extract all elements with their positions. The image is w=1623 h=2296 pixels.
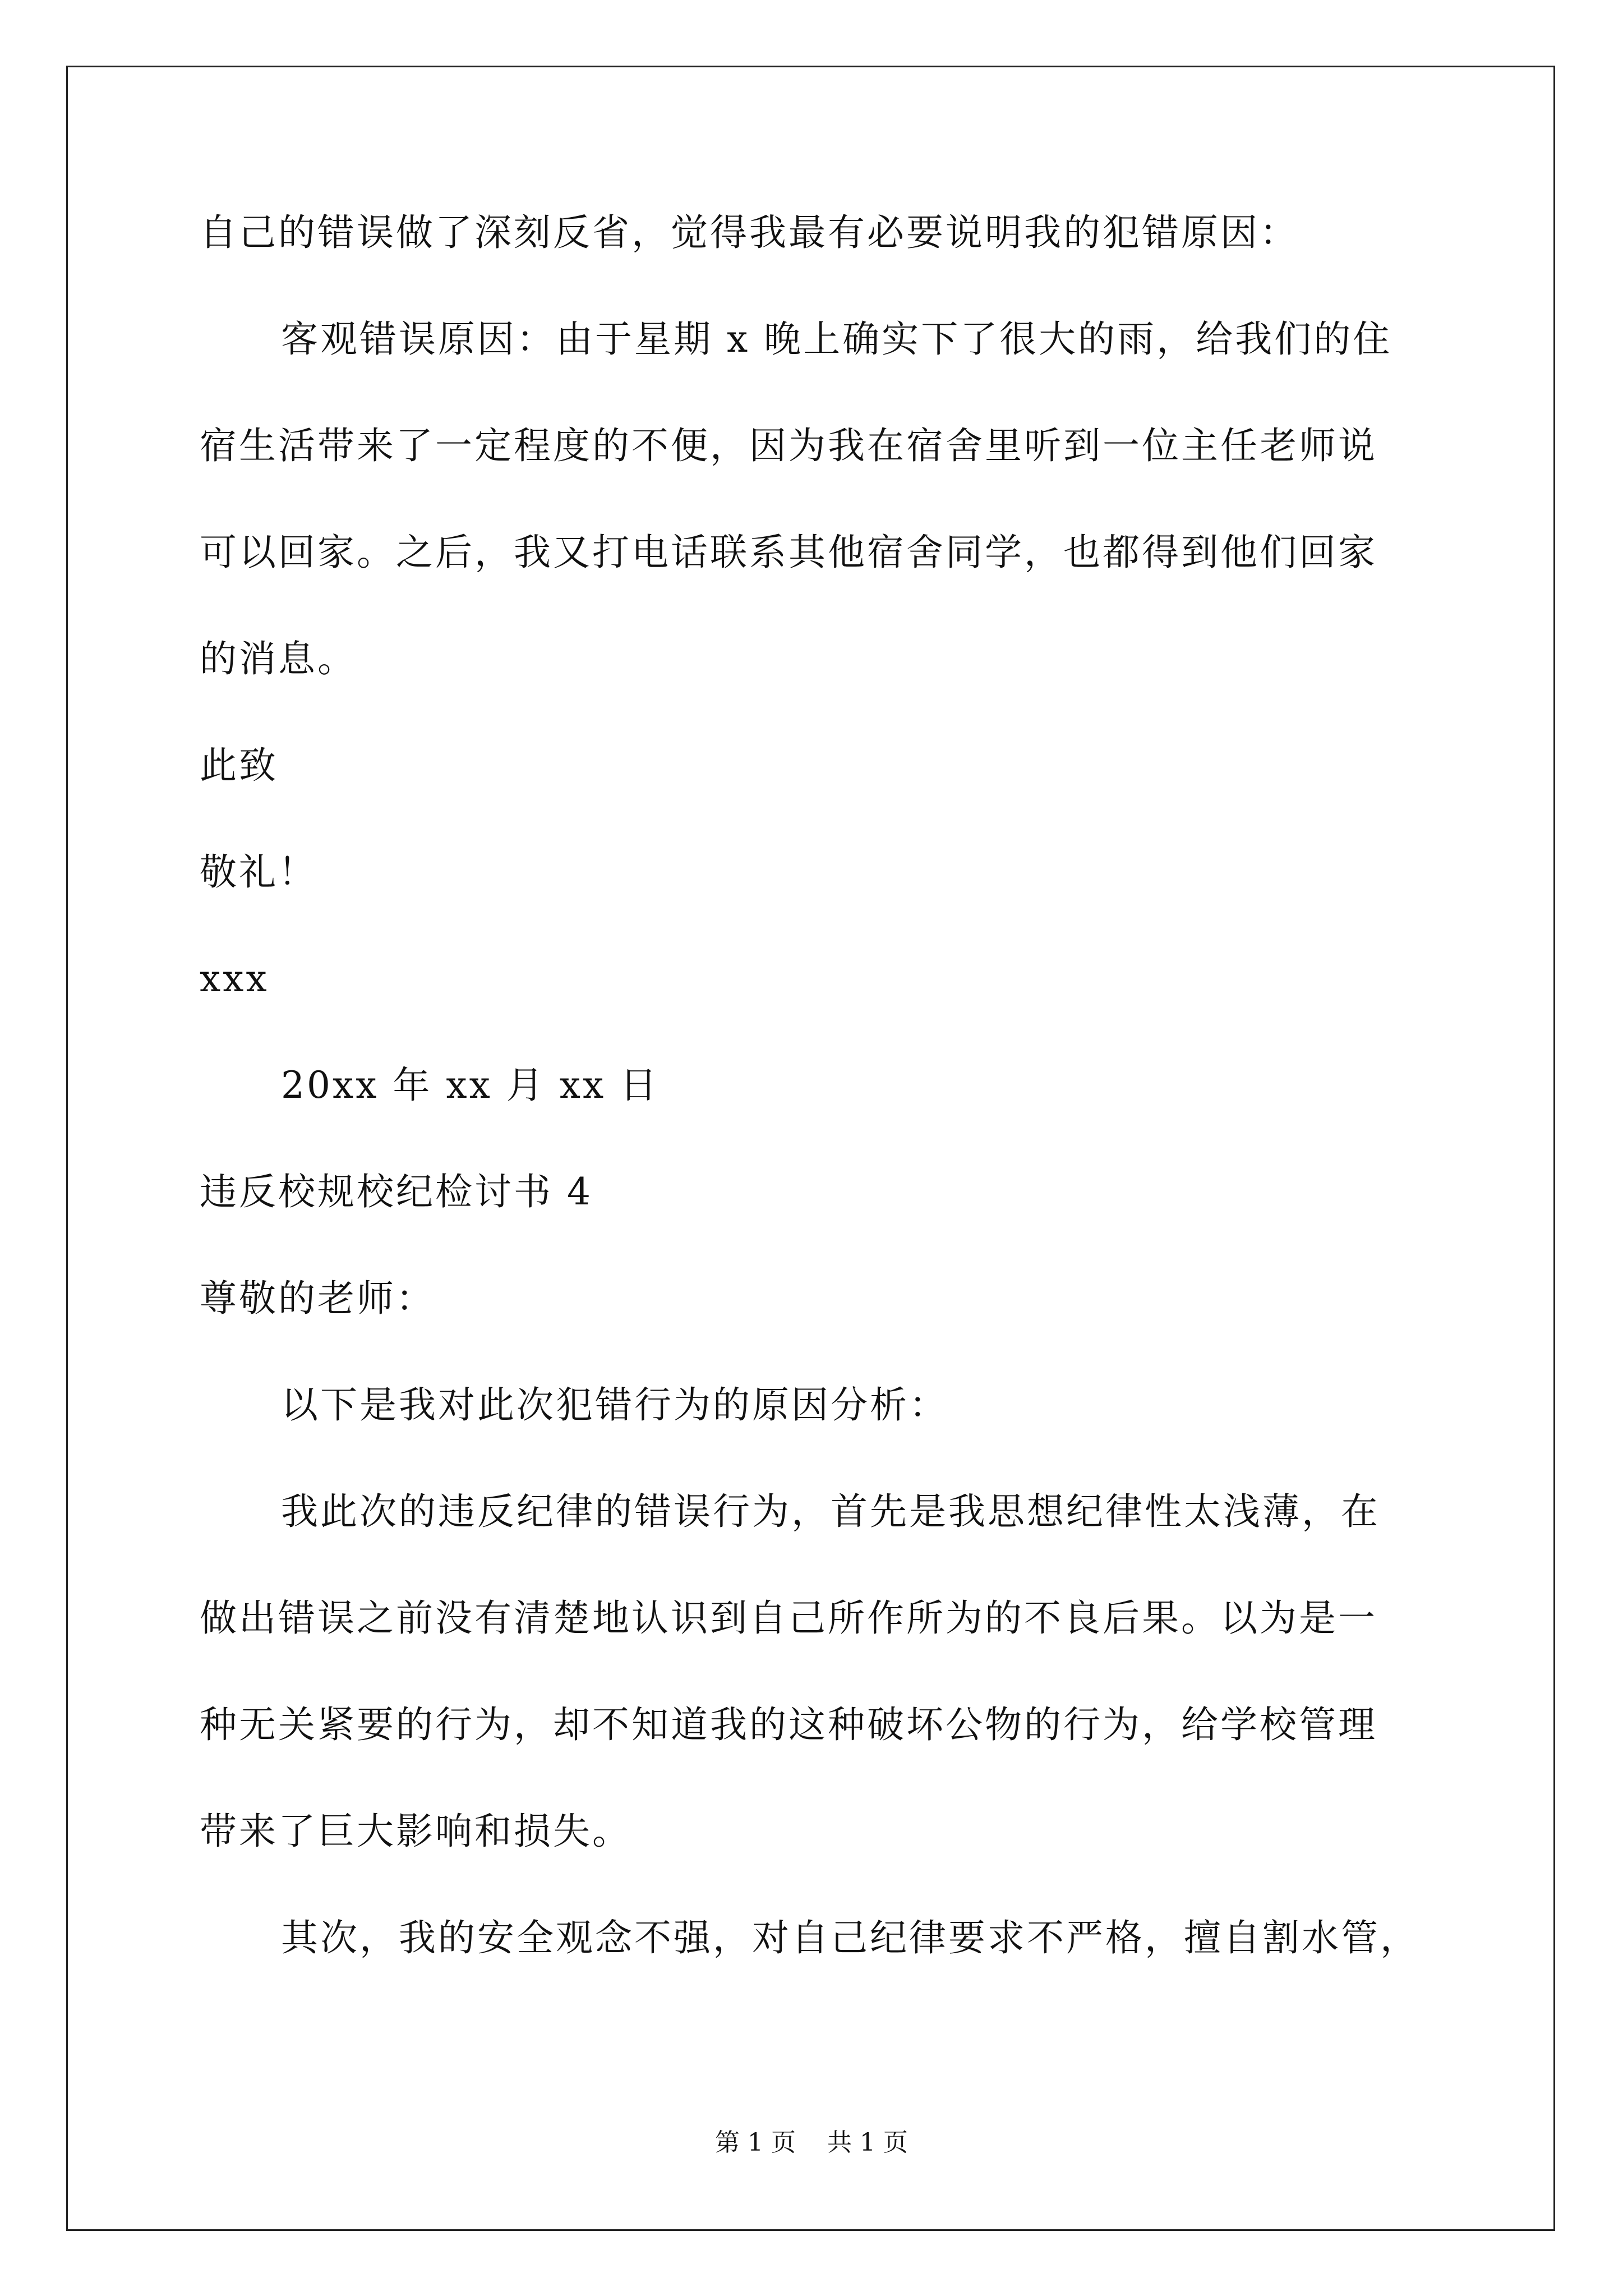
paragraph-line: 我此次的违反纪律的错误行为，首先是我思想纪律性太浅薄，在 <box>281 1490 1380 1533</box>
page-border <box>66 66 1555 2231</box>
paragraph-line: 带来了巨大影响和损失。 <box>200 1810 631 1853</box>
paragraph-line: 做出错误之前没有清楚地认识到自己所作所为的不良后果。以为是一 <box>200 1596 1377 1640</box>
section-title: 违反校规校纪检讨书 4 <box>200 1170 593 1213</box>
greeting: 尊敬的老师： <box>200 1277 435 1320</box>
paragraph-line: 可以回家。之后，我又打电话联系其他宿舍同学，也都得到他们回家 <box>200 531 1377 574</box>
signature-date: 20xx 年 xx 月 xx 日 <box>281 1064 660 1107</box>
paragraph-line: 宿生活带来了一定程度的不便，因为我在宿舍里听到一位主任老师说 <box>200 424 1377 467</box>
paragraph-line: 种无关紧要的行为，却不知道我的这种破坏公物的行为，给学校管理 <box>200 1703 1377 1746</box>
paragraph-line: 以下是我对此次犯错行为的原因分析： <box>281 1383 948 1427</box>
paragraph-line: 客观错误原因：由于星期 x 晚上确实下了很大的雨，给我们的住 <box>281 318 1393 361</box>
paragraph-line: 的消息。 <box>200 637 357 680</box>
signature-name: xxx <box>200 957 269 1000</box>
paragraph-line: 自己的错误做了深刻反省，觉得我最有必要说明我的犯错原因： <box>200 211 1299 254</box>
paragraph-line: 其次，我的安全观念不强，对自己纪律要求不严格，擅自割水管， <box>281 1916 1419 1959</box>
closing-respect: 敬礼！ <box>200 850 317 894</box>
page-footer: 第 1 页 共 1 页 <box>715 2128 908 2157</box>
closing-salutation: 此致 <box>200 744 278 787</box>
